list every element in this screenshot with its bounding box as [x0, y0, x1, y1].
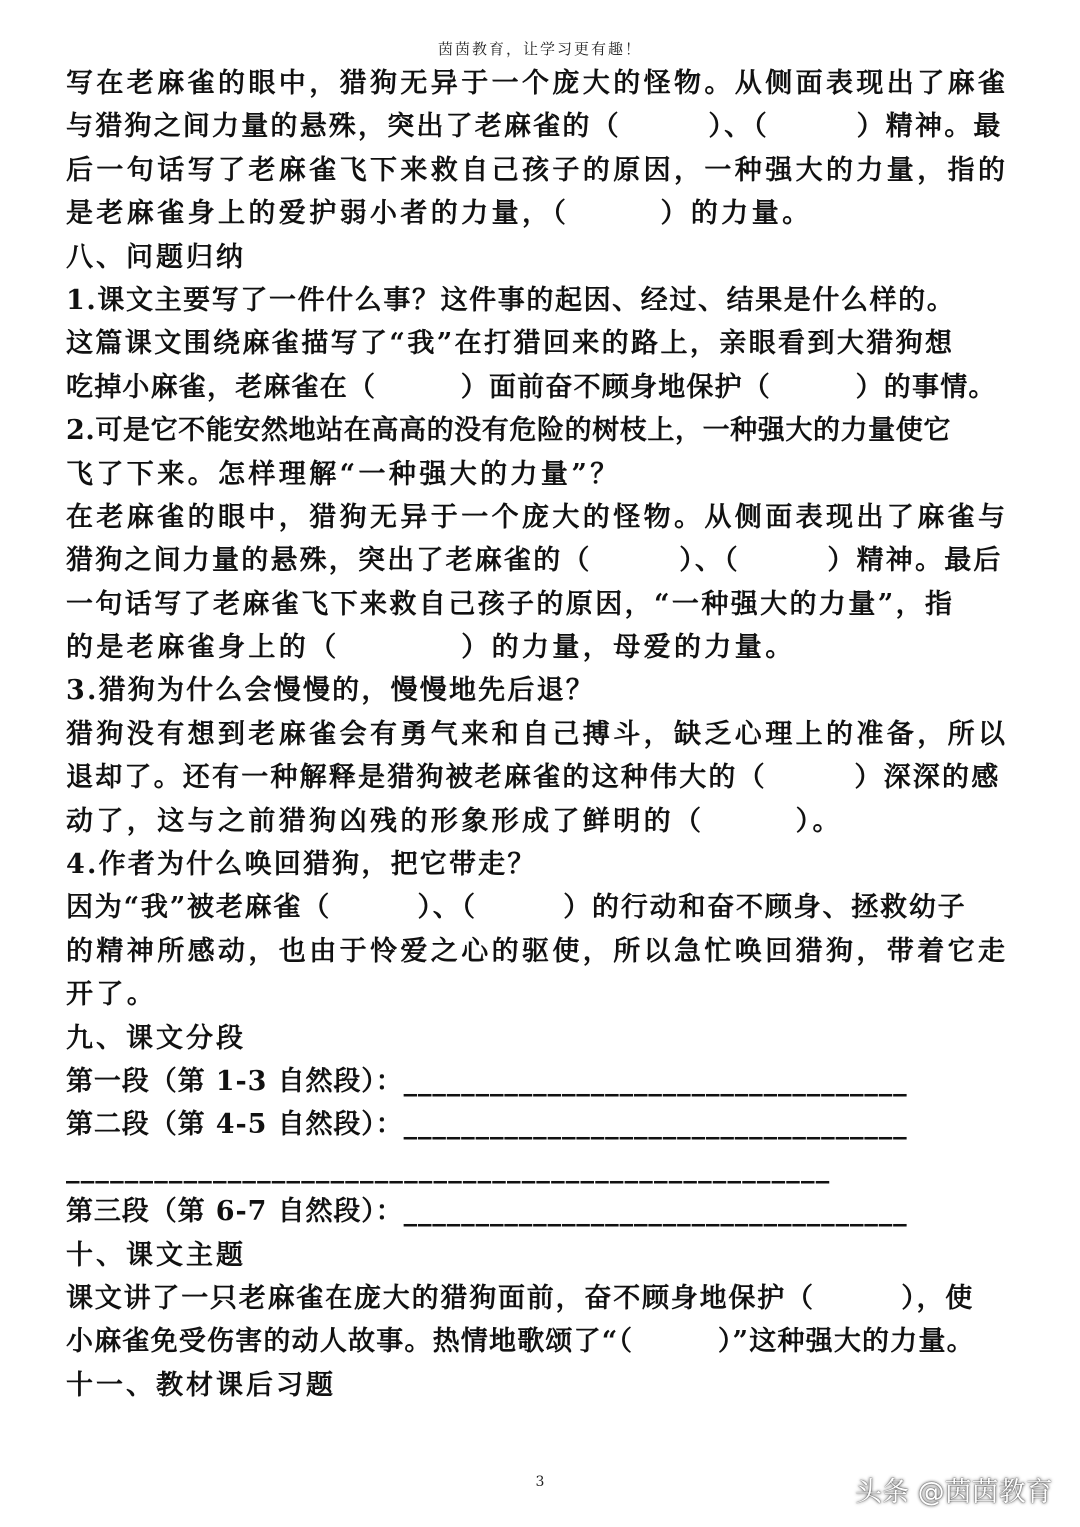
- paragraph-line: 猎狗之间力量的悬殊，突出了老麻雀的（ ）、（ ）精神。最后: [66, 545, 1003, 577]
- paragraph-line: 开了。: [66, 979, 158, 1011]
- page-number: 3: [535, 1474, 545, 1490]
- question-4: 4.作者为什么唤回猎狗，把它带走？: [66, 849, 537, 881]
- paragraph-line: 飞了下来。怎样理解“一种强大的力量”？: [66, 458, 621, 490]
- paragraph-line: 退却了。还有一种解释是猎狗被老麻雀的这种伟大的（ ）深深的感: [66, 762, 1001, 794]
- section-heading-10: 十、课文主题: [66, 1239, 246, 1271]
- document-body: [66, 62, 1016, 1407]
- paragraph-line: 的是老麻雀身上的（ ）的力量，母爱的力量。: [66, 632, 796, 664]
- section-heading-11: 十一、教材课后习题: [66, 1369, 336, 1401]
- paragraph-line: 吃掉小麻雀，老麻雀在（ ）面前奋不顾身地保护（ ）的事情。: [66, 371, 997, 403]
- paragraph-line: 因为“我”被老麻雀（ ）、（ ）的行动和奋不顾身、拯救幼子: [66, 892, 967, 924]
- segment-1-line: 第一段（第 1-3 自然段）：___________________________________: [66, 1065, 908, 1097]
- paragraph-line: 与猎狗之间力量的悬殊，突出了老麻雀的（ ）、（ ）精神。最: [66, 111, 1003, 143]
- paragraph-line: 这篇课文围绕麻雀描写了“我”在打猎回来的路上，亲眼看到大猎狗想: [66, 328, 955, 360]
- segment-2-line: 第二段（第 4-5 自然段）：___________________________________: [66, 1109, 908, 1141]
- paragraph-line: 课文讲了一只老麻雀在庞大的猎狗面前，奋不顾身地保护（ ），使: [66, 1282, 975, 1314]
- paragraph-line: 在老麻雀的眼中，猎狗无异于一个庞大的怪物。从侧面表现出了麻雀与: [66, 501, 1009, 533]
- segment-3-line: 第三段（第 6-7 自然段）：___________________________________: [66, 1196, 908, 1228]
- section-heading-8: 八、问题归纳: [66, 241, 246, 273]
- paragraph-line: 是老麻雀身上的爱护弱小者的力量，（ ）的力量。: [66, 198, 813, 230]
- paragraph-line: 猎狗没有想到老麻雀会有勇气来和自己搏斗，缺乏心理上的准备，所以: [66, 718, 1009, 750]
- segment-2-continuation: ____________________________________________________: [66, 1152, 831, 1184]
- paragraph-line: 一句话写了老麻雀飞下来救自己孩子的原因，“一种强大的力量”，指: [66, 588, 955, 620]
- watermark: 头条 @茵茵教育: [855, 1477, 1053, 1508]
- question-3: 3.猎狗为什么会慢慢的，慢慢地先后退？: [66, 675, 595, 707]
- question-2: 2.可是它不能安然地站在高高的没有危险的树枝上，一种强大的力量使它: [66, 415, 951, 447]
- paragraph-line: 后一句话写了老麻雀飞下来救自己孩子的原因，一种强大的力量，指的: [66, 154, 1009, 186]
- paragraph-line: 小麻雀免受伤害的动人故事。热情地歌颂了“（ ）”这种强大的力量。: [66, 1326, 975, 1358]
- question-1: 1.课文主要写了一件什么事？这件事的起因、经过、结果是什么样的。: [66, 284, 956, 316]
- paragraph-line: 动了，这与之前猎狗凶残的形象形成了鲜明的（ ）。: [66, 805, 843, 837]
- paragraph-line: 的精神所感动，也由于怜爱之心的驱使，所以急忙唤回猎狗，带着它走: [66, 935, 1009, 967]
- section-heading-9: 九、课文分段: [66, 1022, 246, 1054]
- paragraph-line: 写在老麻雀的眼中，猎狗无异于一个庞大的怪物。从侧面表现出了麻雀: [66, 68, 1009, 99]
- page-header: 茵茵教育，让学习更有趣！: [437, 40, 642, 58]
